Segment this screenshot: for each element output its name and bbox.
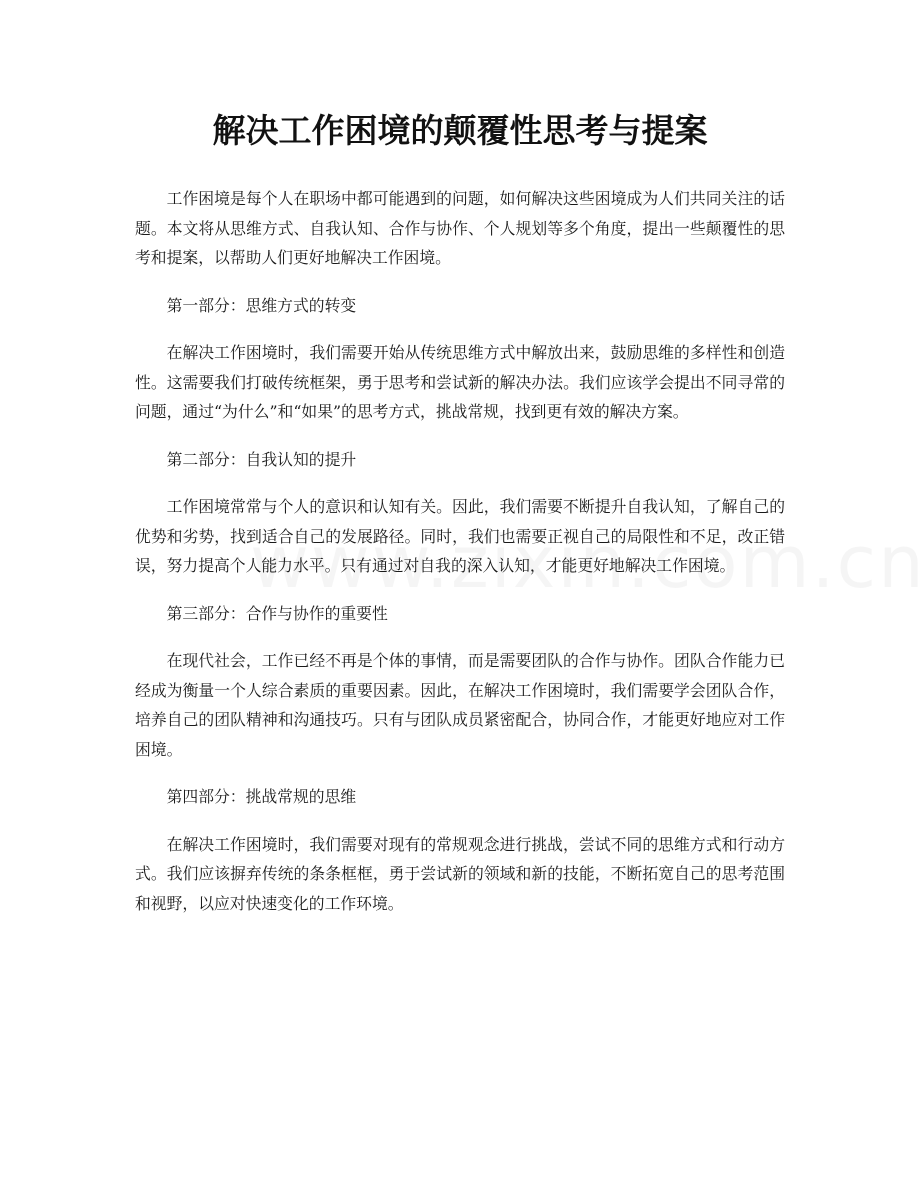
section-paragraph-4: 在解决工作困境时，我们需要对现有的常规观念进行挑战，尝试不同的思维方式和行动方式。我们应该摒弃传统的条条框框，勇于尝试新的领域和新的技能，不断拓宽自己的思考范围和视野，以应对快速变化的工作环境。	[135, 834, 785, 913]
section-heading-3: 第三部分：合作与协作的重要性	[166, 603, 388, 623]
section-paragraph-3: 在现代社会，工作已经不再是个体的事情，而是需要团队的合作与协作。团队合作能力已经成为衡量一个人综合素质的重要因素。因此，在解决工作困境时，我们需要学会团队合作，培养自己的团队精神和沟通技巧。只有与团队成员紧密配合，协同合作，才能更好地应对工作困境。	[135, 651, 785, 759]
section-paragraph-1: 在解决工作困境时，我们需要开始从传统思维方式中解放出来，鼓励思维的多样性和创造性。这需要我们打破传统框架，勇于思考和尝试新的解决办法。我们应该学会提出不同寻常的问题，通过“为什么”和“如果”的思考方式，挑战常规，找到更有效的解决方案。	[135, 343, 785, 421]
section-paragraph-2: 工作困境常常与个人的意识和认知有关。因此，我们需要不断提升自我认知，了解自己的优势和劣势，找到适合自己的发展路径。同时，我们也需要正视自己的局限性和不足，改正错误，努力提高个人能力水平。只有通过对自我的深入认知，才能更好地解决工作困境。	[135, 497, 785, 575]
document-body	[135, 184, 785, 936]
intro-paragraph: 工作困境是每个人在职场中都可能遇到的问题，如何解决这些困境成为人们共同关注的话题。本文将从思维方式、自我认知、合作与协作、个人规划等多个角度，提出一些颠覆性的思考和提案，以帮助人们更好地解决工作困境。	[135, 189, 785, 267]
section-heading-1: 第一部分：思维方式的转变	[166, 295, 357, 315]
section-heading-2: 第二部分：自我认知的提升	[166, 449, 357, 469]
document-title: 解决工作困境的颠覆性思考与提案	[212, 111, 708, 150]
section-heading-4: 第四部分：挑战常规的思维	[166, 787, 357, 806]
